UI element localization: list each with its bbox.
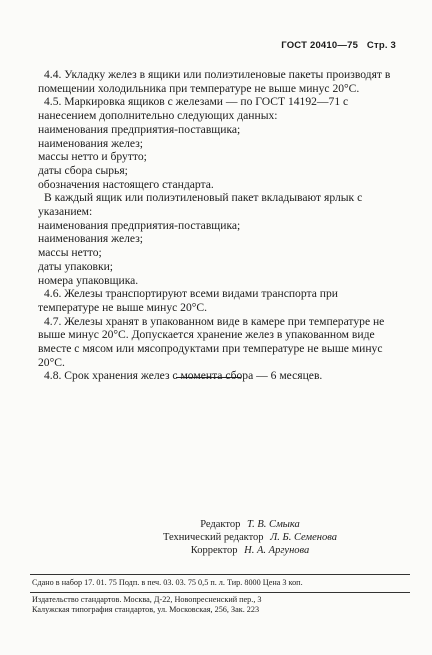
marking-list xyxy=(38,123,392,192)
publisher-line: Издательство стандартов. Москва, Д-22, Новопресненский пер., 3 xyxy=(32,595,262,604)
corrector-name: Н. А. Аргунова xyxy=(244,545,310,556)
label-list xyxy=(38,219,392,288)
page-header xyxy=(275,40,396,51)
standard-code: ГОСТ 20410—75 xyxy=(281,40,359,51)
printer-line: Калужская типография стандартов, ул. Московская, 256, Зак. 223 xyxy=(32,605,260,614)
list-item: массы нетто и брутто; xyxy=(38,150,147,164)
list-item: даты упаковки; xyxy=(38,259,114,273)
imprint-block xyxy=(30,574,410,615)
credits-block xyxy=(100,518,400,557)
body-text xyxy=(38,68,392,383)
corrector-line xyxy=(100,544,400,557)
tech-editor-name: Л. Б. Семенова xyxy=(270,532,337,543)
tech-editor-line xyxy=(100,531,400,544)
paragraph-4-5: 4.5. Маркировка ящиков с железами — по ГОСТ 14192—71 с нанесением дополнительно следующих данных: xyxy=(38,95,349,123)
paragraph-4-4: 4.4. Укладку желез в ящики или полиэтиленовые пакеты производят в помещении холодильника при температуре не выше минус 20°С. xyxy=(38,68,391,95)
list-item: даты сбора сырья; xyxy=(38,163,128,177)
paragraph-4-7: 4.7. Железы хранят в упакованном виде в камере при температуре не выше минус 20°С. Допускается хранение желез в упакованном виде вместе с мясом или мясопродуктами при температуре не выше минус 20°С. xyxy=(38,314,385,369)
page-number: Стр. 3 xyxy=(366,40,396,51)
print-details: Сдано в набор 17. 01. 75 Подп. в печ. 03. 03. 75 0,5 п. л. Тир. 8000 Цена 3 коп. xyxy=(32,578,303,587)
list-item: наименования предприятия-поставщика; xyxy=(38,122,241,136)
paragraph-4-8: 4.8. Срок хранения желез с момента сбора — 6 месяцев. xyxy=(44,369,323,383)
list-item: наименования предприятия-поставщика; xyxy=(38,218,241,232)
list-item: массы нетто; xyxy=(38,246,102,260)
list-item: номера упаковщика. xyxy=(38,273,139,287)
list-item: наименования желез; xyxy=(38,232,144,246)
label-paragraph: В каждый ящик или полиэтиленовый пакет вкладывают ярлык с указанием: xyxy=(38,191,363,219)
list-item: наименования желез; xyxy=(38,136,144,150)
editor-name: Т. В. Смыка xyxy=(246,519,300,530)
section-divider xyxy=(176,377,241,378)
corrector-label: Корректор xyxy=(190,545,238,556)
publisher-block xyxy=(30,592,410,615)
tech-editor-label: Технический редактор xyxy=(162,532,264,543)
paragraph-4-6: 4.6. Железы транспортируют всеми видами транспорта при температуре не выше минус 20°С. xyxy=(38,287,338,314)
editor-label: Редактор xyxy=(200,519,241,530)
editor-line xyxy=(100,518,400,531)
list-item: обозначения настоящего стандарта. xyxy=(38,177,214,191)
